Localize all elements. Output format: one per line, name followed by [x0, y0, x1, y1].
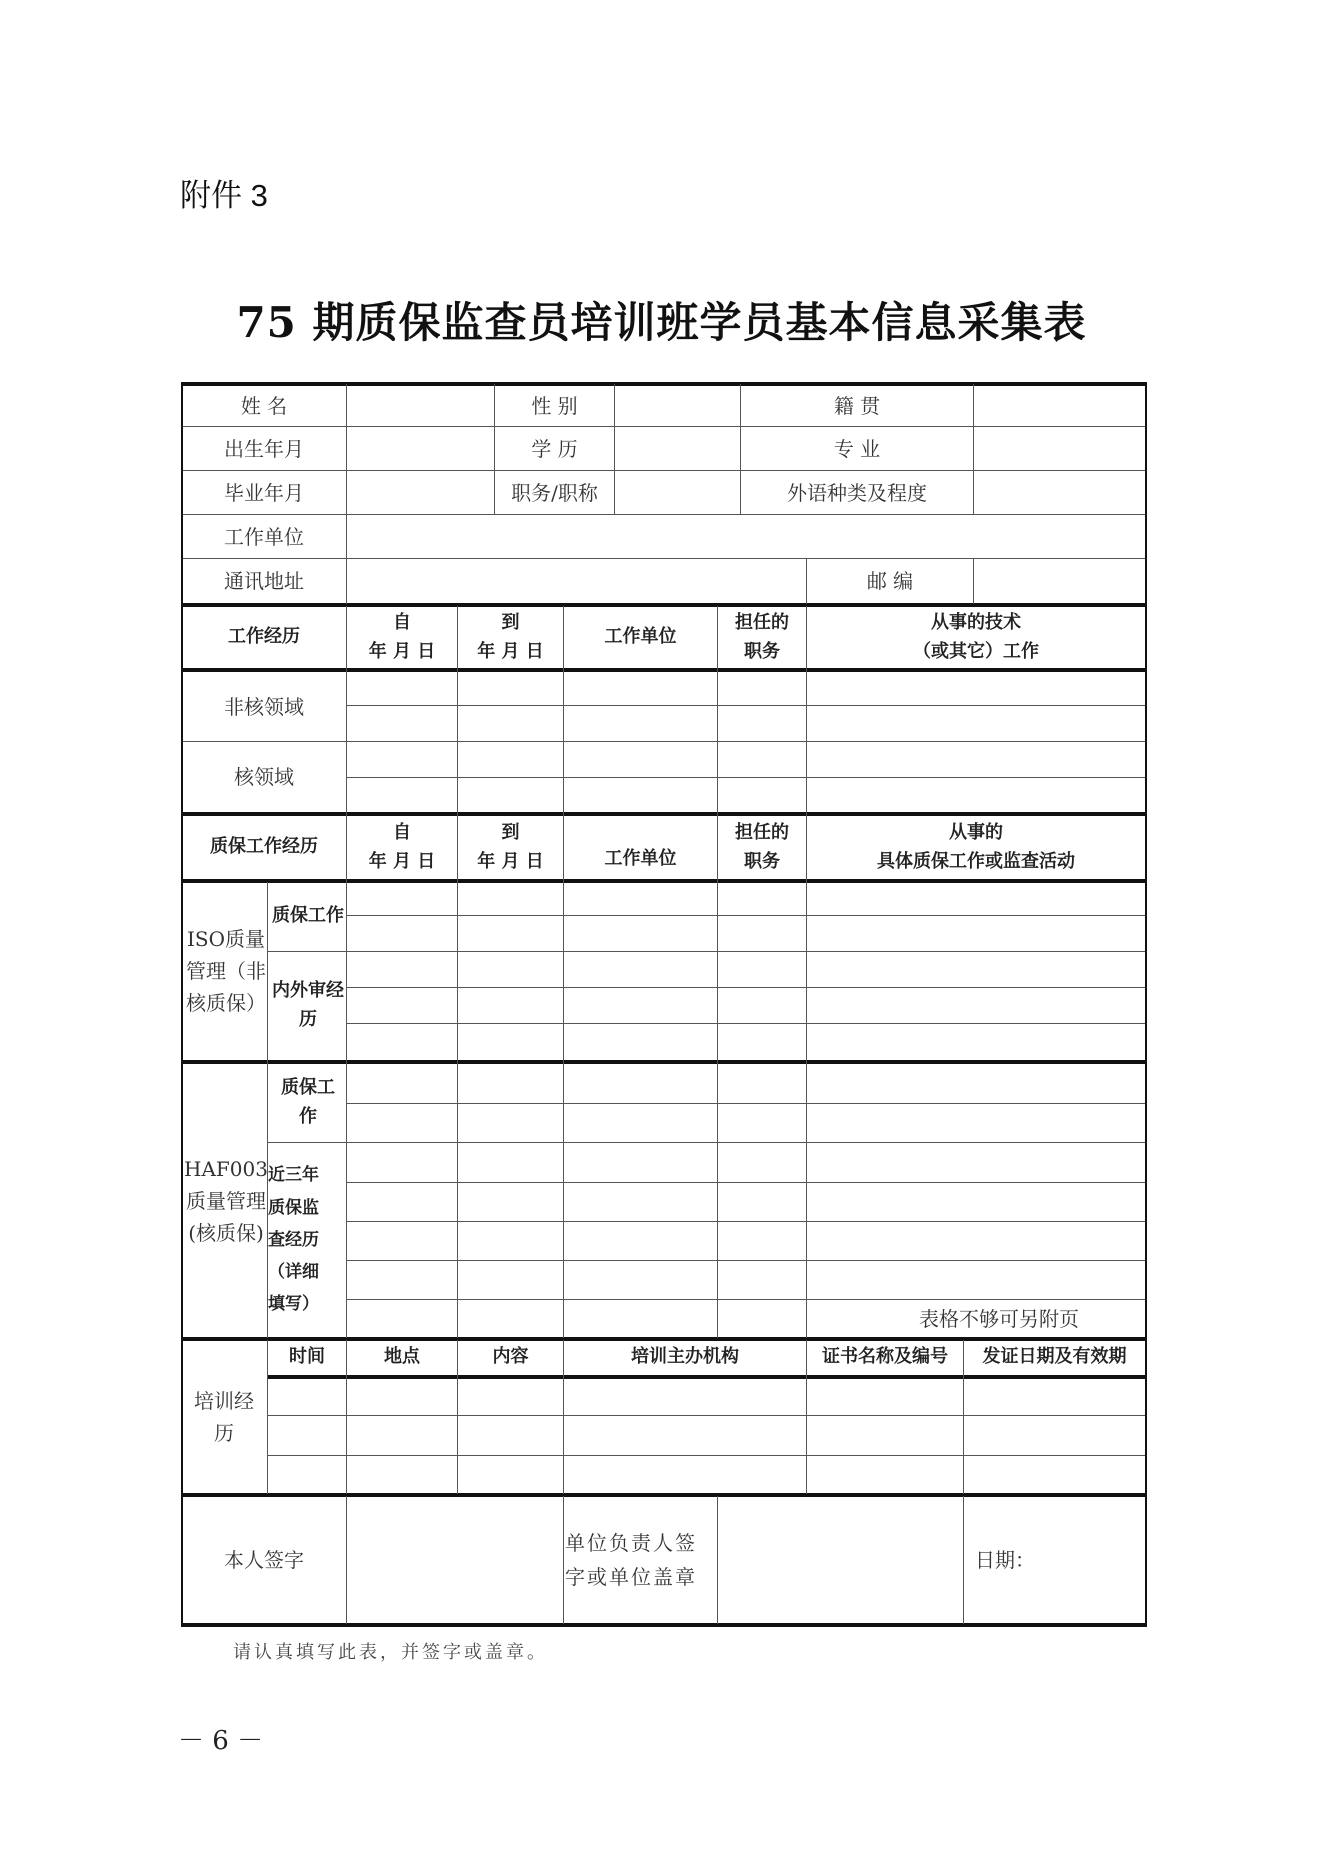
label-native-place: 籍 贯 — [833, 394, 881, 418]
qa-engaged-header — [807, 816, 1145, 879]
label-iso-audit: 内外审经历 — [272, 980, 344, 1030]
label-graduation: 毕业年月 — [224, 480, 304, 505]
role-label-line1: 担任的 — [735, 611, 789, 633]
training-organizer-header: 培训主办机构 — [631, 1346, 739, 1368]
table-border-bottom — [181, 1623, 1147, 1627]
label-haf-qa-work: 质保工作 — [281, 1077, 335, 1127]
from-label: 自 — [393, 821, 411, 843]
qa-role-header — [718, 816, 806, 879]
ymd-label: 年 月 日 — [368, 640, 436, 662]
birth-field[interactable] — [347, 427, 494, 470]
graduation-field[interactable] — [347, 471, 494, 514]
table-border-right — [1145, 383, 1147, 1625]
postcode-field[interactable] — [974, 559, 1145, 603]
qa-unit-header: 工作单位 — [604, 848, 677, 870]
col-divider — [346, 606, 347, 1338]
qa-to-header — [458, 816, 563, 879]
row-divider — [346, 1182, 1147, 1183]
label-education: 学 历 — [531, 436, 578, 461]
label-language: 外语种类及程度 — [787, 480, 927, 505]
label-iso-qa-work: 质保工作 — [272, 905, 344, 927]
qa-history-header: 质保工作经历 — [210, 836, 318, 858]
engaged-label-line1: 从事的 — [949, 821, 1003, 843]
label-employer: 工作单位 — [224, 524, 304, 549]
engaged-label-line2: （或其它）工作 — [913, 640, 1039, 662]
to-label: 到 — [501, 821, 520, 843]
more-pages-note: 表格不够可另附页 — [919, 1306, 1079, 1331]
work-engaged-header — [807, 607, 1145, 668]
row-divider — [267, 1415, 1147, 1416]
ymd-label: 年 月 日 — [477, 850, 544, 872]
footnote: 请认真填写此表，并签字或盖章。 — [233, 1642, 548, 1663]
major-field[interactable] — [974, 427, 1145, 470]
training-content-header: 内容 — [492, 1346, 529, 1368]
training-place-header: 地点 — [384, 1346, 420, 1368]
row-divider — [346, 1023, 1147, 1024]
label-self-signature: 本人签字 — [224, 1548, 304, 1572]
label-major: 专 业 — [833, 436, 881, 461]
row-divider — [267, 951, 1147, 952]
label-birth: 出生年月 — [224, 436, 304, 461]
row-divider — [346, 987, 1147, 988]
label-position-title: 职务/职称 — [511, 480, 598, 505]
col-divider — [806, 606, 807, 1338]
education-field[interactable] — [615, 427, 740, 470]
label-postcode: 邮 编 — [866, 569, 914, 593]
self-signature-field[interactable] — [347, 1497, 563, 1623]
col-divider — [563, 1496, 564, 1624]
engaged-label-line1: 从事的技术 — [931, 611, 1021, 633]
role-label-line1: 担任的 — [735, 821, 789, 843]
ymd-label: 年 月 日 — [368, 850, 436, 872]
address-field[interactable] — [347, 559, 806, 603]
position-title-field[interactable] — [615, 471, 740, 514]
label-non-nuclear: 非核领域 — [224, 694, 304, 719]
work-role-header — [718, 607, 806, 668]
col-divider — [717, 606, 718, 1338]
row-divider — [346, 777, 1147, 778]
label-name: 姓 名 — [240, 394, 288, 418]
col-divider — [563, 606, 564, 1338]
label-nuclear: 核领域 — [234, 765, 294, 789]
row-divider — [267, 1142, 1147, 1143]
ymd-label: 年 月 日 — [477, 640, 544, 662]
section-divider — [267, 1375, 1147, 1379]
col-divider — [457, 606, 458, 1338]
role-label-line2: 职务 — [744, 850, 780, 872]
work-to-header — [458, 607, 563, 668]
qa-from-header — [347, 816, 457, 879]
label-unit-signature: 单位负责人签字或单位盖章 — [565, 1531, 697, 1589]
employer-field[interactable] — [347, 515, 1145, 558]
label-gender: 性 别 — [531, 394, 578, 418]
role-label-line2: 职务 — [744, 640, 780, 662]
training-cert-header: 证书名称及编号 — [822, 1346, 948, 1368]
language-field[interactable] — [974, 471, 1145, 514]
row-divider — [346, 1221, 1147, 1222]
label-address: 通讯地址 — [224, 569, 304, 593]
work-unit-header: 工作单位 — [604, 626, 677, 648]
label-date: 日期： — [975, 1548, 1035, 1572]
row-divider — [346, 705, 1147, 706]
label-haf-group: HAF003质量管理(核质保) — [184, 1156, 268, 1245]
work-from-header — [347, 607, 457, 668]
label-training: 培训经历 — [194, 1388, 254, 1445]
page-number: － 6 － — [178, 1726, 264, 1756]
row-divider — [346, 915, 1147, 916]
attachment-label: 附件 3 — [180, 178, 268, 213]
col-divider — [963, 1496, 964, 1624]
label-haf-recent: 近三年质保监查经历（详细填写） — [268, 1165, 319, 1315]
training-cert-date-header: 发证日期及有效期 — [982, 1346, 1127, 1368]
row-divider — [346, 1103, 1147, 1104]
engaged-label-line2: 具体质保工作或监查活动 — [877, 850, 1075, 872]
label-iso-group: ISO质量管理（非核质保） — [186, 927, 266, 1015]
from-label: 自 — [393, 611, 411, 633]
gender-field[interactable] — [615, 386, 740, 426]
to-label: 到 — [501, 611, 520, 633]
native-place-field[interactable] — [974, 386, 1145, 426]
name-field[interactable] — [347, 386, 494, 426]
row-divider — [267, 1455, 1147, 1456]
work-history-header: 工作经历 — [228, 626, 300, 648]
form-title: 75 期质保监查员培训班学员基本信息采集表 — [236, 298, 1087, 347]
training-time-header: 时间 — [289, 1346, 325, 1368]
unit-signature-field[interactable] — [718, 1497, 963, 1623]
row-divider — [346, 1260, 1147, 1261]
